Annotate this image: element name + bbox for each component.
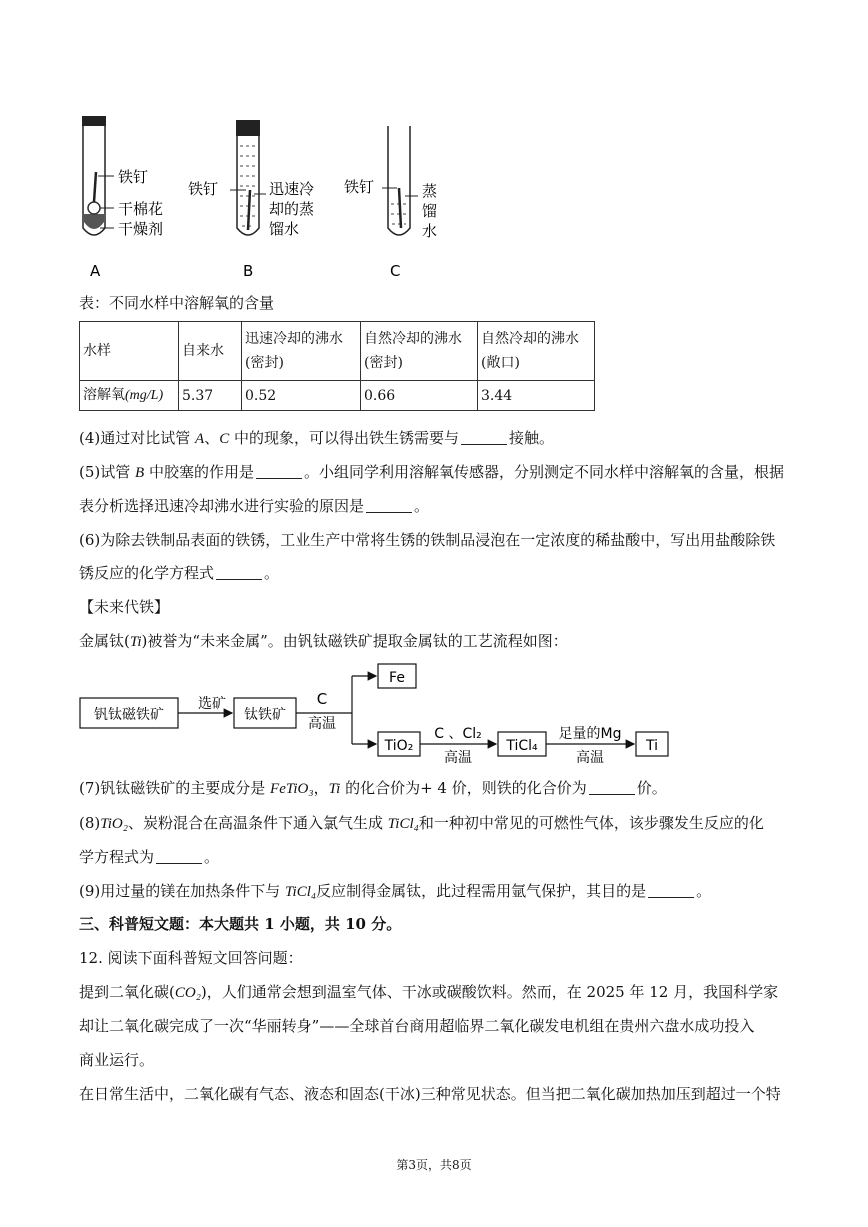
tube-b-water-line1: 迅速冷 — [269, 180, 315, 198]
header-cell: 水样 — [80, 322, 179, 381]
answer-blank — [648, 883, 694, 898]
flow-arrow4-top: 足量的Mg — [558, 726, 622, 742]
row-label-cell: 溶解氧(mg/L) — [80, 381, 179, 411]
table-header-row — [80, 322, 595, 381]
question-6-line1: (6)为除去铁制品表面的铁锈，工业生产中常将生锈的铁制品浸泡在一定浓度的稀盐酸中，写出用盐酸除铁 — [79, 531, 776, 549]
table-cell: 3.44 — [478, 381, 595, 411]
paragraph-2-line1: 在日常生活中，二氧化碳有气态、液态和固态(干冰)三种常见状态。但当把二氧化碳加热加压到超过一个特 — [79, 1085, 781, 1103]
paragraph-1-line1: 提到二氧化碳(CO₂)，人们通常会想到温室气体、干冰或碳酸饮料。然而，在 2025 年 12 月，我国科学家 — [79, 983, 779, 1001]
flow-ti-label: Ti — [645, 738, 659, 754]
titanium-intro: 金属钛(Ti)被誉为“未来金属”。由钒钛磁铁矿提取金属钛的工艺流程如图： — [79, 632, 568, 650]
table-cell: 5.37 — [179, 381, 242, 411]
question-12-prompt: 12. 阅读下面科普短文回答问题： — [79, 949, 303, 967]
flow-ticl4-label: TiCl₄ — [506, 738, 538, 754]
tube-b — [230, 120, 266, 235]
tube-a — [82, 116, 114, 235]
answer-blank — [366, 498, 412, 513]
table-cell: 0.52 — [242, 381, 361, 411]
tube-b-label: B — [243, 262, 254, 280]
question-9: (9)用过量的镁在加热条件下与 TiCl₄反应制得金属钛，此过程需用氩气保护，其目的是 。 — [79, 882, 712, 900]
question-4: (4)通过对比试管 A、C 中的现象，可以得出铁生锈需要与 接触。 — [79, 429, 555, 447]
flow-ore-label: 钒钛磁铁矿 — [94, 707, 164, 723]
tube-a-label: A — [90, 262, 101, 280]
tube-c-water-line3: 水 — [422, 222, 438, 240]
page-footer: 第3页，共8页 — [396, 1158, 472, 1172]
answer-blank — [216, 565, 262, 580]
flow-ilmenite-label: 钛铁矿 — [244, 707, 286, 723]
answer-blank — [256, 464, 302, 479]
flow-tio2-label: TiO₂ — [384, 738, 414, 754]
question-5-line2: 表分析选择迅速冷却沸水进行实验的原因是 。 — [79, 497, 430, 515]
header-cell: 自然冷却的沸水 (敞口) — [478, 322, 595, 381]
tube-b-water-line3: 馏水 — [269, 220, 300, 238]
table-row — [80, 381, 595, 411]
tube-c-water-line1: 蒸 — [422, 182, 438, 200]
section-3-heading: 三、科普短文题：本大题共 1 小题，共 10 分。 — [79, 915, 402, 933]
answer-blank — [589, 780, 635, 795]
flow-arrow4-bottom: 高温 — [576, 750, 604, 766]
flow-arrow2-bottom: 高温 — [308, 716, 336, 732]
process-flow-diagram — [76, 660, 676, 770]
table-caption: 表：不同水样中溶解氧的含量 — [79, 294, 275, 312]
question-6-line2: 锈反应的化学方程式 。 — [79, 564, 280, 582]
tube-c — [382, 126, 418, 235]
tube-c-label: C — [390, 262, 401, 280]
tube-b-nail-label: 铁钉 — [188, 180, 219, 198]
section-future-iron: 【未来代铁】 — [79, 598, 170, 616]
paragraph-1-line2: 却让二氧化碳完成了一次“华丽转身”——全球首台商用超临界二氧化碳发电机组在贵州六盘水成功投入 — [79, 1017, 755, 1035]
tube-a-nail-label: 铁钉 — [118, 168, 149, 186]
tube-b-water-line2: 却的蒸 — [269, 200, 315, 218]
flow-fe-label: Fe — [389, 670, 405, 686]
header-cell: 自然冷却的沸水 (密封) — [361, 322, 478, 381]
tube-c-nail-label: 铁钉 — [344, 178, 375, 196]
header-cell: 自来水 — [179, 322, 242, 381]
flow-arrow2-top: C — [316, 690, 328, 708]
answer-blank — [156, 849, 202, 864]
flow-arrow1-label: 选矿 — [198, 696, 226, 712]
question-7: (7)钒钛磁铁矿的主要成分是 FeTiO₃，Ti 的化合价为+ 4 价，则铁的化合价为 价。 — [79, 779, 667, 797]
test-tube-figure — [70, 110, 460, 285]
tube-a-desiccant-label: 干燥剂 — [118, 220, 164, 238]
tube-c-water-line2: 馏 — [422, 202, 438, 220]
flow-arrow3-bottom: 高温 — [444, 750, 472, 766]
dissolved-oxygen-table — [79, 321, 595, 411]
question-8-line1: (8)TiO₂、炭粉混合在高温条件下通入氯气生成 TiCl₄和一种初中常见的可燃性气体，该步骤发生反应的化 — [79, 814, 764, 832]
question-5-line1: (5)试管 B 中胶塞的作用是 。小组同学利用溶解氧传感器，分别测定不同水样中溶解氧的含量，根据 — [79, 463, 784, 481]
flow-arrow3-top: C 、Cl₂ — [434, 726, 482, 742]
table-cell: 0.66 — [361, 381, 478, 411]
question-8-line2: 学方程式为 。 — [79, 848, 220, 866]
tube-a-cotton-label: 干棉花 — [118, 200, 164, 218]
paragraph-1-line3: 商业运行。 — [79, 1051, 155, 1069]
header-cell: 迅速冷却的沸水 (密封) — [242, 322, 361, 381]
answer-blank — [461, 430, 507, 445]
